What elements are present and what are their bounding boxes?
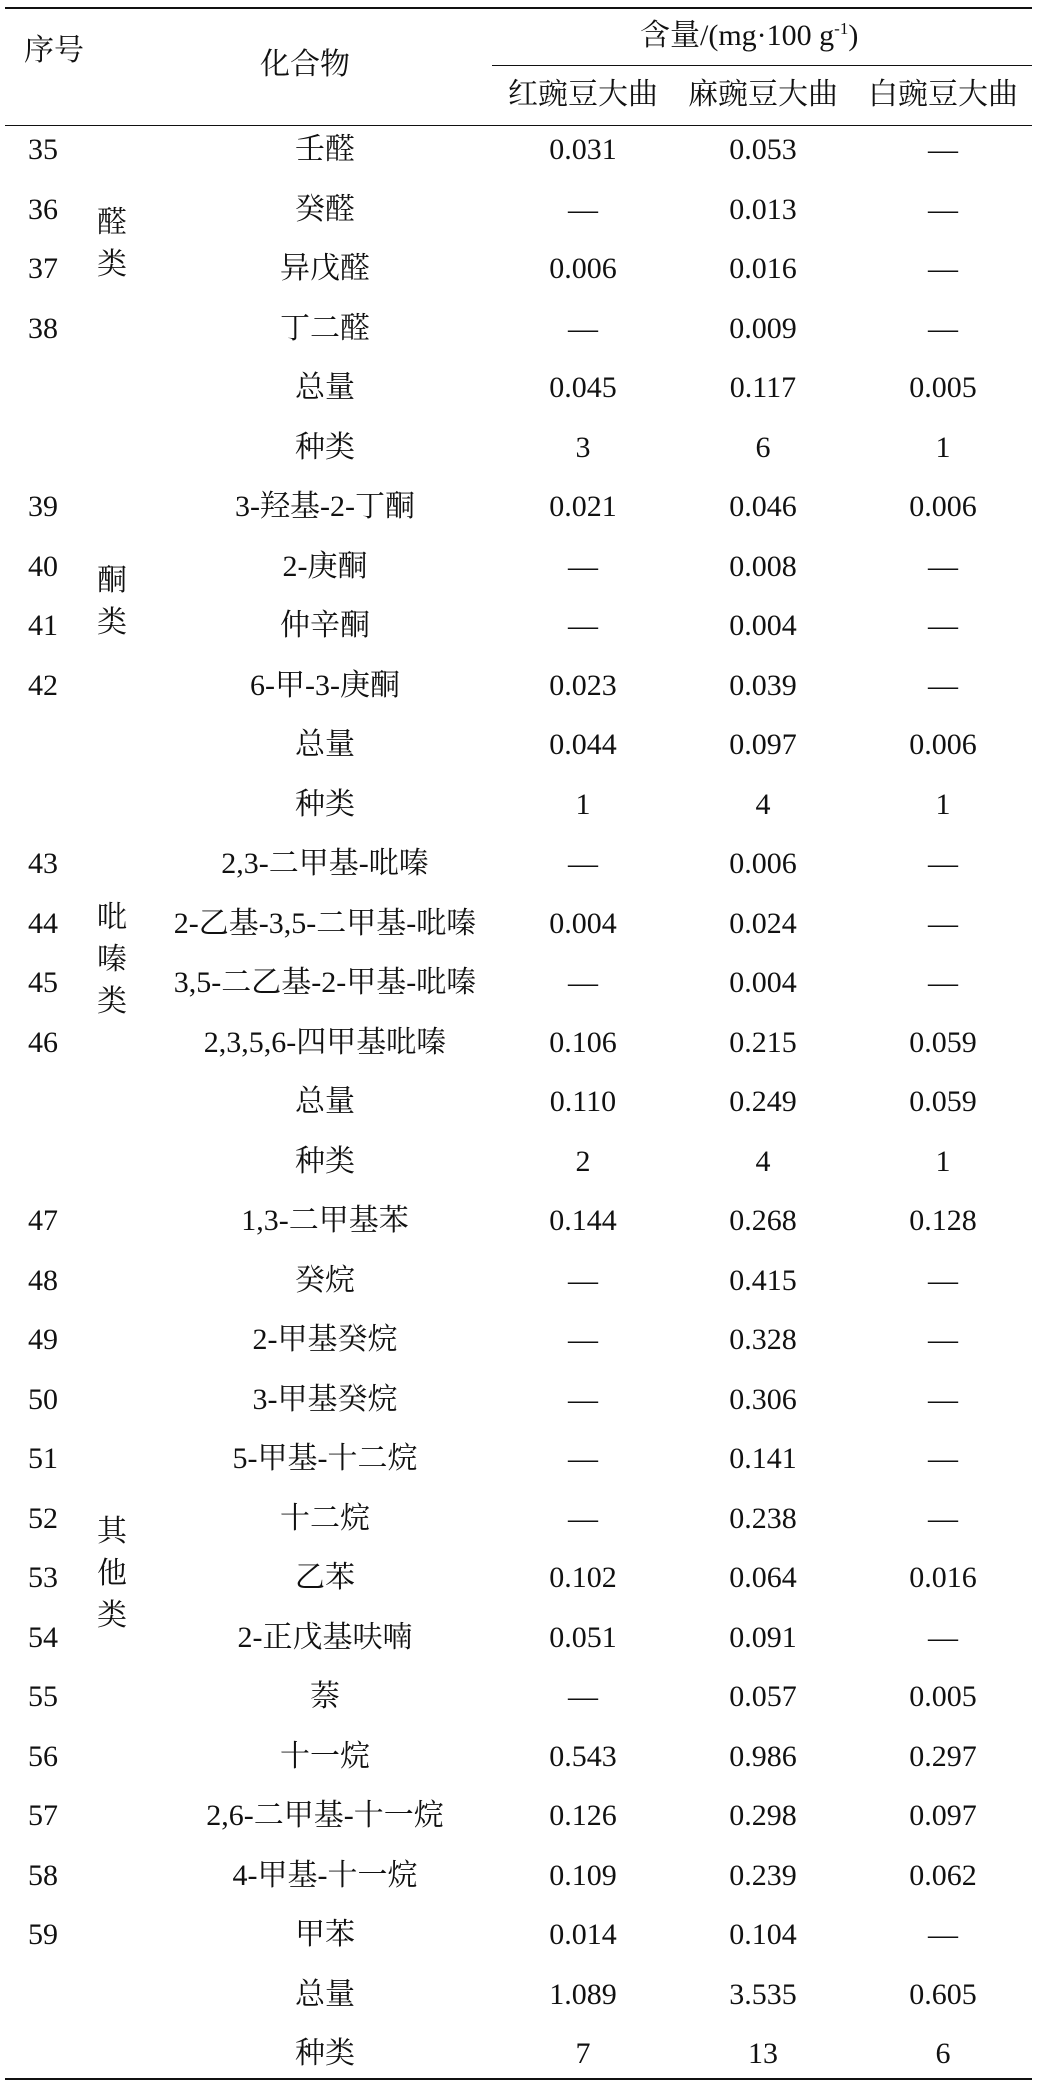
row-value-red: 0.006 <box>549 252 617 285</box>
table-row <box>0 358 1051 418</box>
row-value-white: — <box>928 1442 958 1475</box>
row-value-red: — <box>568 1680 598 1713</box>
table-row <box>0 775 1051 835</box>
row-seq: 42 <box>28 668 58 702</box>
row-value-white: 0.059 <box>909 1025 977 1059</box>
table-row <box>0 834 1051 894</box>
row-value-red: 0.144 <box>549 1204 617 1237</box>
row-value-mottled: 0.064 <box>729 1561 797 1594</box>
row-value-white: — <box>928 1323 958 1356</box>
row-value-red: 2 <box>575 1144 591 1178</box>
row-value-white: 0.297 <box>909 1739 977 1773</box>
row-value-red: 7 <box>575 2037 591 2070</box>
row-value-mottled: 0.986 <box>729 1739 797 1773</box>
row-value-mottled: 0.091 <box>729 1620 797 1654</box>
row-value-red: — <box>568 549 598 583</box>
row-value-mottled: 0.239 <box>729 1858 797 1892</box>
row-seq: 48 <box>28 1263 58 1297</box>
row-compound-name: 2,3,5,6-四甲基吡嗪 <box>203 1025 447 1059</box>
category-pyrazines: 吡嗪类 <box>97 901 127 1018</box>
table-row <box>0 1965 1051 2025</box>
row-seq: 57 <box>28 1799 58 1832</box>
row-value-mottled: 6 <box>755 430 771 464</box>
row-value-red: — <box>568 1442 598 1475</box>
row-compound-name: 十二烷 <box>280 1501 370 1535</box>
row-value-mottled: 0.057 <box>729 1680 797 1713</box>
table-row <box>0 1251 1051 1311</box>
header-col-mottled: 麻豌豆大曲 <box>688 78 838 111</box>
row-value-mottled: 0.415 <box>729 1263 797 1297</box>
row-value-mottled: 0.104 <box>729 1918 797 1951</box>
row-value-mottled: 0.008 <box>729 549 797 583</box>
row-value-red: 0.110 <box>549 1085 617 1118</box>
row-compound-name: 种类 <box>295 430 355 464</box>
row-value-red: — <box>568 847 598 880</box>
row-value-red: 0.023 <box>549 668 617 702</box>
row-compound-name: 3-甲基癸烷 <box>252 1382 398 1416</box>
table-row <box>0 477 1051 537</box>
row-compound-name: 萘 <box>310 1680 340 1713</box>
table-row <box>0 715 1051 775</box>
row-value-mottled: 4 <box>755 787 771 821</box>
table-row <box>0 1429 1051 1489</box>
row-value-red: 0.004 <box>549 906 617 940</box>
table-row <box>0 2024 1051 2084</box>
row-compound-name: 2-正戊基呋喃 <box>237 1620 413 1654</box>
row-compound-name: 6-甲-3-庚酮 <box>250 668 400 702</box>
row-value-white: — <box>928 847 958 880</box>
table-row <box>0 180 1051 240</box>
row-compound-name: 癸醛 <box>295 192 355 226</box>
row-value-mottled: 0.117 <box>729 371 797 404</box>
row-value-white: 0.097 <box>909 1799 977 1832</box>
row-value-red: 0.021 <box>549 490 617 523</box>
row-value-red: 1 <box>575 787 591 821</box>
row-compound-name: 5-甲基-十二烷 <box>232 1442 418 1475</box>
row-value-mottled: 0.268 <box>729 1204 797 1237</box>
row-compound-name: 总量 <box>295 1085 355 1118</box>
row-compound-name: 种类 <box>295 2037 355 2070</box>
row-compound-name: 总量 <box>295 728 355 761</box>
row-seq: 46 <box>28 1025 58 1059</box>
row-value-white: — <box>928 906 958 940</box>
row-value-mottled: 0.004 <box>729 609 797 642</box>
row-value-mottled: 0.009 <box>729 311 797 345</box>
row-compound-name: 2,6-二甲基-十一烷 <box>206 1799 444 1832</box>
row-value-white: — <box>928 1501 958 1535</box>
row-value-red: — <box>568 192 598 226</box>
row-value-mottled: 0.046 <box>729 490 797 523</box>
row-value-mottled: 4 <box>755 1144 771 1178</box>
row-value-mottled: 0.298 <box>729 1799 797 1832</box>
table-row <box>0 894 1051 954</box>
row-value-white: — <box>928 966 958 999</box>
table-row <box>0 120 1051 180</box>
row-value-white: — <box>928 549 958 583</box>
row-seq: 55 <box>28 1680 58 1713</box>
row-compound-name: 3,5-二乙基-2-甲基-吡嗪 <box>173 966 477 999</box>
row-value-red: 0.106 <box>549 1025 617 1059</box>
row-value-white: 0.128 <box>909 1204 977 1237</box>
row-value-white: 0.016 <box>909 1561 977 1594</box>
row-value-red: 0.051 <box>549 1620 617 1654</box>
row-value-mottled: 3.535 <box>729 1977 797 2011</box>
table-row <box>0 1370 1051 1430</box>
header-content <box>640 20 858 51</box>
row-value-mottled: 0.024 <box>729 906 797 940</box>
row-compound-name: 甲苯 <box>295 1918 355 1951</box>
row-value-white: 0.605 <box>909 1977 977 2011</box>
row-value-mottled: 0.004 <box>729 966 797 999</box>
row-value-white: — <box>928 192 958 226</box>
table-row <box>0 1905 1051 1965</box>
row-seq: 45 <box>28 966 58 999</box>
row-value-white: 0.062 <box>909 1858 977 1892</box>
row-value-white: 0.005 <box>909 1680 977 1713</box>
row-compound-name: 2-乙基-3,5-二甲基-吡嗪 <box>173 906 477 940</box>
row-seq: 50 <box>28 1382 58 1416</box>
table-row <box>0 1013 1051 1073</box>
row-value-mottled: 0.306 <box>729 1382 797 1416</box>
row-compound-name: 1,3-二甲基苯 <box>241 1204 409 1237</box>
row-seq: 36 <box>28 192 58 226</box>
row-seq: 37 <box>28 252 58 285</box>
row-value-white: 1 <box>935 1144 951 1178</box>
row-value-red: 0.045 <box>549 371 617 404</box>
row-seq: 40 <box>28 549 58 583</box>
row-seq: 44 <box>28 906 58 940</box>
row-seq: 38 <box>28 311 58 345</box>
row-value-white: — <box>928 609 958 642</box>
row-seq: 59 <box>28 1918 58 1951</box>
row-value-mottled: 0.097 <box>729 728 797 761</box>
row-seq: 49 <box>28 1323 58 1356</box>
row-value-red: — <box>568 966 598 999</box>
row-value-mottled: 0.215 <box>729 1025 797 1059</box>
row-value-white: — <box>928 668 958 702</box>
row-value-white: — <box>928 311 958 345</box>
row-value-red: — <box>568 1501 598 1535</box>
row-value-white: — <box>928 1620 958 1654</box>
row-value-red: 1.089 <box>549 1977 617 2011</box>
table-row <box>0 299 1051 359</box>
header-col-red: 红豌豆大曲 <box>508 78 658 111</box>
row-compound-name: 2-甲基癸烷 <box>252 1323 398 1356</box>
row-seq: 39 <box>28 490 58 523</box>
row-value-white: 6 <box>935 2037 951 2070</box>
row-value-red: 0.126 <box>549 1799 617 1832</box>
row-seq: 41 <box>28 609 58 642</box>
category-aldehydes: 醛类 <box>97 206 127 281</box>
header-compound: 化合物 <box>260 48 350 81</box>
table-row <box>0 1132 1051 1192</box>
table-row <box>0 1548 1051 1608</box>
header-col-white: 白豌豆大曲 <box>868 78 1018 111</box>
row-value-red: 0.102 <box>549 1561 617 1594</box>
row-value-white: 0.006 <box>909 490 977 523</box>
row-value-mottled: 13 <box>748 2037 778 2070</box>
row-seq: 56 <box>28 1739 58 1773</box>
row-compound-name: 4-甲基-十一烷 <box>232 1858 418 1892</box>
row-value-mottled: 0.013 <box>729 192 797 226</box>
table-row <box>0 1727 1051 1787</box>
header-content-sup: -1 <box>834 19 849 38</box>
row-value-mottled: 0.016 <box>729 252 797 285</box>
table-row <box>0 1310 1051 1370</box>
row-value-mottled: 0.006 <box>729 847 797 880</box>
row-value-red: — <box>568 1263 598 1297</box>
table-row <box>0 239 1051 299</box>
table-row <box>0 1191 1051 1251</box>
table-row <box>0 953 1051 1013</box>
row-value-white: 0.059 <box>909 1085 977 1118</box>
row-compound-name: 异戊醛 <box>280 252 370 285</box>
row-compound-name: 乙苯 <box>295 1561 355 1594</box>
row-compound-name: 总量 <box>295 371 355 404</box>
table-row <box>0 1608 1051 1668</box>
row-value-mottled: 0.141 <box>729 1442 797 1475</box>
row-compound-name: 2-庚酮 <box>282 549 368 583</box>
row-value-white: 1 <box>935 430 951 464</box>
category-others: 其他类 <box>97 1515 127 1632</box>
row-value-white: 0.005 <box>909 371 977 404</box>
table-row <box>0 1667 1051 1727</box>
row-compound-name: 3-羟基-2-丁酮 <box>235 490 415 523</box>
row-seq: 53 <box>28 1561 58 1594</box>
row-compound-name: 丁二醛 <box>280 311 370 345</box>
row-value-red: 0.109 <box>549 1858 617 1892</box>
row-value-mottled: 0.249 <box>729 1085 797 1118</box>
row-value-white: — <box>928 133 958 166</box>
row-value-red: 0.543 <box>549 1739 617 1773</box>
table-row <box>0 1846 1051 1906</box>
top-rule <box>5 7 1032 9</box>
row-compound-name: 种类 <box>295 787 355 821</box>
row-value-mottled: 0.039 <box>729 668 797 702</box>
table-row <box>0 418 1051 478</box>
row-compound-name: 壬醛 <box>295 133 355 166</box>
row-value-mottled: 0.328 <box>729 1323 797 1356</box>
table-row <box>0 1786 1051 1846</box>
row-seq: 43 <box>28 847 58 880</box>
row-value-red: 0.014 <box>549 1918 617 1951</box>
row-compound-name: 总量 <box>295 1977 355 2011</box>
row-value-white: — <box>928 1263 958 1297</box>
table-row <box>0 1489 1051 1549</box>
header-content-end: ) <box>848 19 859 52</box>
row-compound-name: 癸烷 <box>295 1263 355 1297</box>
header-sub-rule <box>492 65 1032 66</box>
table-row <box>0 537 1051 597</box>
row-seq: 58 <box>28 1858 58 1892</box>
row-compound-name: 仲辛酮 <box>280 609 370 642</box>
row-value-white: — <box>928 252 958 285</box>
bottom-rule <box>5 2078 1032 2080</box>
row-value-red: — <box>568 1323 598 1356</box>
row-compound-name: 种类 <box>295 1144 355 1178</box>
row-seq: 52 <box>28 1501 58 1535</box>
row-value-red: 0.044 <box>549 728 617 761</box>
row-value-red: 0.031 <box>549 133 617 166</box>
row-seq: 54 <box>28 1620 58 1654</box>
row-value-red: 3 <box>575 430 591 464</box>
row-value-white: 0.006 <box>909 728 977 761</box>
table-row <box>0 656 1051 716</box>
row-value-red: — <box>568 1382 598 1416</box>
row-value-white: — <box>928 1382 958 1416</box>
header-content-main: 含量/(mg·100 g <box>640 19 835 52</box>
row-seq: 35 <box>28 133 58 166</box>
row-compound-name: 2,3-二甲基-吡嗪 <box>221 847 429 880</box>
row-seq: 51 <box>28 1442 58 1475</box>
row-value-mottled: 0.238 <box>729 1501 797 1535</box>
row-value-red: — <box>568 609 598 642</box>
row-value-white: 1 <box>935 787 951 821</box>
table-row <box>0 596 1051 656</box>
row-seq: 47 <box>28 1204 58 1237</box>
row-value-white: — <box>928 1918 958 1951</box>
table-row <box>0 1072 1051 1132</box>
row-compound-name: 十一烷 <box>280 1739 370 1773</box>
header-seq: 序号 <box>24 34 84 67</box>
row-value-mottled: 0.053 <box>729 133 797 166</box>
category-ketones: 酮类 <box>97 564 127 639</box>
row-value-red: — <box>568 311 598 345</box>
